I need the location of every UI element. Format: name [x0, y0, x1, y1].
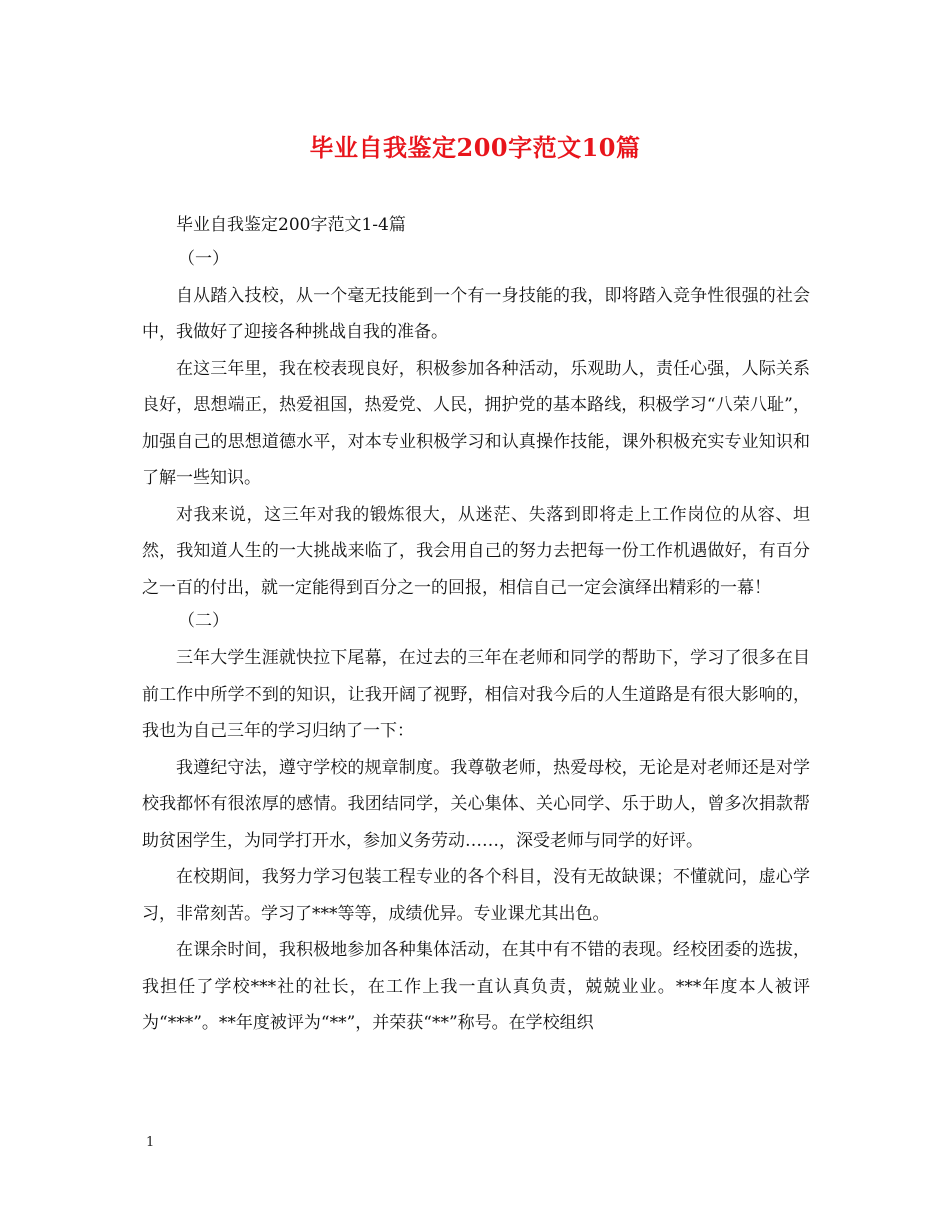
document-body: [142, 207, 810, 1042]
paragraph: 我遵纪守法，遵守学校的规章制度。我尊敬老师，热爱母校，无论是对老师还是对学校我都怀有很浓厚的感情。我团结同学，关心集体、关心同学、乐于助人，曾多次捐款帮助贫困学生，为同学打开水，参加义务劳动……，深受老师与同学的好评。: [142, 757, 810, 851]
section-marker: （二）: [178, 611, 229, 631]
paragraph: 对我来说，这三年对我的锻炼很大，从迷茫、失落到即将走上工作岗位的从容、坦然，我知道人生的一大挑战来临了，我会用自己的努力去把每一份工作机遇做好，有百分之一百的付出，就一定能得到百分之一的回报，相信自己一定会演绎出精彩的一幕！: [142, 504, 810, 598]
paragraph: 自从踏入技校，从一个毫无技能到一个有一身技能的我，即将踏入竞争性很强的社会中，我做好了迎接各种挑战自我的准备。: [142, 285, 810, 342]
paragraph: 在课余时间，我积极地参加各种集体活动，在其中有不错的表现。经校团委的选拔，我担任了学校***社的社长，在工作上我一直认真负责，兢兢业业。***年度本人被评为“***”。**年度被评为“**”，并荣获“**”称号。在学校组织: [142, 940, 810, 1033]
paragraph: 在校期间，我努力学习包装工程专业的各个科目，没有无故缺课；不懂就问，虚心学习，非常刻苦。学习了***等等，成绩优异。专业课尤其出色。: [142, 867, 810, 924]
document-subtitle: 毕业自我鉴定200字范文1-4篇: [176, 215, 406, 235]
paragraph: 三年大学生涯就快拉下尾幕，在过去的三年在老师和同学的帮助下，学习了很多在目前工作中所学不到的知识，让我开阔了视野，相信对我今后的人生道路是有很大影响的，我也为自己三年的学习归纳了一下：: [142, 648, 810, 741]
paragraph: 在这三年里，我在校表现良好，积极参加各种活动，乐观助人，责任心强，人际关系良好，思想端正，热爱祖国，热爱党、人民，拥护党的基本路线，积极学习“八荣八耻”，加强自己的思想道德水平，对本专业积极学习和认真操作技能，课外积极充实专业知识和了解一些知识。: [142, 358, 810, 488]
section-marker: （一）: [178, 248, 229, 269]
page-number: 1: [146, 1135, 155, 1150]
document-title: 毕业自我鉴定200字范文10篇: [309, 133, 641, 162]
